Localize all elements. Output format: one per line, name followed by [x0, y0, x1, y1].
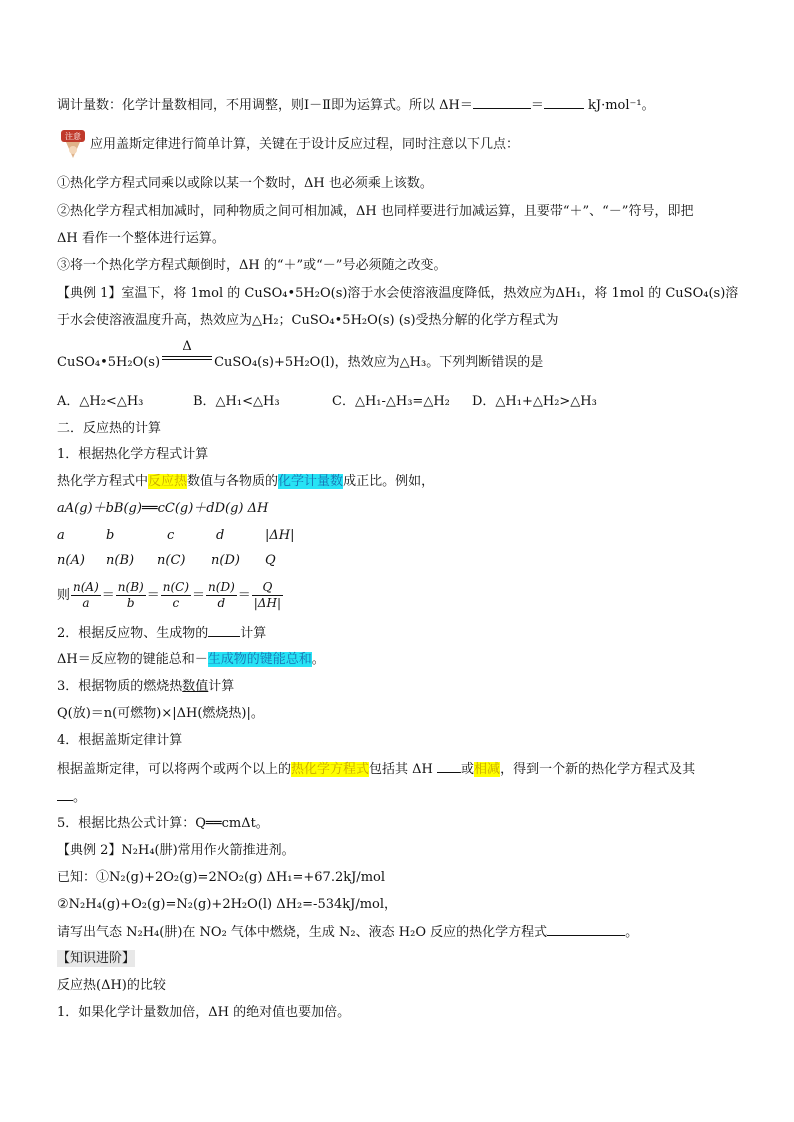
option-a: A．△H₂<△H₃	[57, 394, 144, 409]
amount-a: n(A)	[57, 553, 85, 568]
text-segment: 计算	[208, 679, 235, 694]
text-line	[57, 760, 695, 779]
option-c: C．△H₁-△H₃=△H₂	[332, 394, 450, 409]
option-b: B．△H₁<△H₃	[193, 394, 280, 409]
fraction: $\frac{n(B)}{b}$	[117, 580, 144, 610]
fill-blank	[547, 923, 625, 936]
text-segment: 热化学方程式中	[57, 474, 149, 489]
text-segment: 调计量数：化学计量数相同，不用调整，则Ⅰ－Ⅱ即为运算式。所以 ΔH＝	[57, 98, 473, 113]
text-line	[57, 678, 234, 696]
text-segment: kJ·mol⁻¹。	[583, 98, 655, 113]
equals: ＝	[101, 588, 115, 603]
amount-b: n(B)	[106, 553, 135, 568]
fill-blank	[57, 788, 73, 801]
text-line: 反应热(ΔH)的比较	[57, 978, 166, 993]
text-segment: 2．根据反应物、生成物的	[57, 626, 209, 641]
text-segment: 3．根据物质的燃烧热	[57, 679, 183, 694]
delta-symbol: Δ	[182, 339, 192, 354]
fraction: $\frac{n(A)}{a}$	[73, 580, 99, 610]
text-line: ①热化学方程式同乘以或除以某一个数时，ΔH 也必须乘上该数。	[57, 176, 433, 191]
text-line: ③将一个热化学方程式颠倒时，ΔH 的“＋”或“－”号必须随之改变。	[57, 258, 447, 273]
underlined-text: 数值	[182, 679, 209, 694]
text-segment: 则	[57, 588, 71, 603]
text-line	[57, 473, 434, 491]
tag-label: 【知识进阶】	[57, 951, 136, 966]
equals: ＝	[237, 588, 251, 603]
text-line: 1．如果化学计量数加倍，ΔH 的绝对值也要加倍。	[57, 1005, 351, 1020]
equation-line: aA(g)＋bB(g)══cC(g)＋dD(g) ΔH	[57, 501, 269, 516]
amount-c: n(C)	[157, 553, 186, 568]
ratio-equation	[57, 580, 284, 611]
text-segment: ΔH＝反应物的键能总和－	[57, 652, 208, 667]
amount-d: n(D)	[211, 553, 240, 568]
fill-blank	[473, 96, 531, 109]
coef-b: b	[106, 528, 115, 543]
amount-q: Q	[265, 553, 276, 568]
text-line	[57, 923, 638, 942]
text-line: 4．根据盖斯定律计算	[57, 733, 183, 748]
text-line: 已知：①N₂(g)+2O₂(g)=2NO₂(g) ΔH₁=+67.2kJ/mol	[57, 870, 386, 885]
coef-d: d	[216, 528, 225, 543]
fill-blank	[208, 624, 240, 637]
text-line: ②N₂H₄(g)+O₂(g)=N₂(g)+2H₂O(l) ΔH₂=-534kJ/mol，	[57, 897, 398, 912]
text-line: ΔH 看作一个整体进行运算。	[57, 231, 225, 246]
highlight-answer: 相减	[474, 762, 501, 777]
coef-dh: |ΔH|	[265, 528, 295, 543]
text-line: 【典例 1】室温下，将 1mol 的 CuSO₄•5H₂O(s)溶于水会使溶液温度降低，热效应为ΔH₁，将 1mol 的 CuSO₄(s)溶	[57, 286, 739, 301]
note-badge-icon	[60, 128, 86, 162]
text-segment: 。	[625, 925, 639, 940]
text-line: Q(放)＝n(可燃物)×|ΔH(燃烧热)|。	[57, 706, 264, 721]
highlight-answer: 热化学方程式	[291, 762, 370, 777]
text-segment: 数值与各物质的	[187, 474, 279, 489]
highlight-answer: 反应热	[148, 474, 188, 489]
reaction-line	[57, 339, 544, 372]
text-segment: 请写出气态 N₂H₄(肼)在 NO₂ 气体中燃烧，生成 N₂、液态 H₂O 反应的热化学方程式	[57, 925, 548, 940]
coef-a: a	[57, 528, 65, 543]
text-segment: 包括其 ΔH	[369, 762, 438, 777]
text-segment: ，得到一个新的热化学方程式及其	[500, 762, 696, 777]
text-line: 1．根据热化学方程式计算	[57, 447, 209, 462]
text-line	[57, 788, 86, 807]
text-line: ②热化学方程式相加减时，同种物质之间可相加减，ΔH 也同样要进行加减运算，且要带“＋”、“－”符号，即把	[57, 204, 694, 219]
equals: ＝	[146, 588, 160, 603]
text-line: 应用盖斯定律进行简单计算，关键在于设计反应过程，同时注意以下几点：	[90, 137, 520, 152]
section-heading: 二．反应热的计算	[57, 421, 162, 436]
text-segment: ＝	[530, 98, 544, 113]
heat-condition-arrow	[160, 339, 214, 366]
text-segment: 。	[73, 790, 87, 805]
equals: ＝	[192, 588, 206, 603]
section-tag	[57, 950, 135, 968]
text-line: 5．根据比热公式计算：Q══cmΔt。	[57, 816, 269, 831]
badge-text: 注意	[65, 132, 81, 141]
text-segment: 根据盖斯定律，可以将两个或两个以上的	[57, 762, 292, 777]
text-line: 【典例 2】N₂H₄(肼)常用作火箭推进剂。	[57, 843, 295, 858]
text-segment: CuSO₄(s)+5H₂O(l)，热效应为△H₃。下列判断错误的是	[214, 355, 544, 370]
fill-blank	[544, 96, 584, 109]
text-segment: 。	[311, 652, 325, 667]
highlight-answer: 化学计量数	[278, 474, 344, 489]
fraction: $\frac{n(D)}{d}$	[208, 580, 235, 610]
text-segment: 或	[461, 762, 475, 777]
text-line	[57, 651, 325, 669]
text-segment: 计算	[240, 626, 267, 641]
fill-blank	[437, 760, 461, 773]
fraction: $\frac{n(C)}{c}$	[162, 580, 190, 610]
text-segment: 成正比。例如，	[343, 474, 435, 489]
highlight-answer: 生成物的键能总和	[207, 652, 312, 667]
text-line	[57, 624, 266, 643]
coef-c: c	[167, 528, 175, 543]
text-line	[57, 96, 655, 115]
text-line: 于水会使溶液温度升高，热效应为△H₂；CuSO₄•5H₂O(s) (s)受热分解的化学方程式为	[57, 313, 559, 328]
text-segment: CuSO₄•5H₂O(s)	[57, 355, 161, 370]
fraction: $\frac{Q}{|\Delta H|}$	[253, 580, 281, 610]
option-d: D．△H₁+△H₂>△H₃	[472, 394, 597, 409]
